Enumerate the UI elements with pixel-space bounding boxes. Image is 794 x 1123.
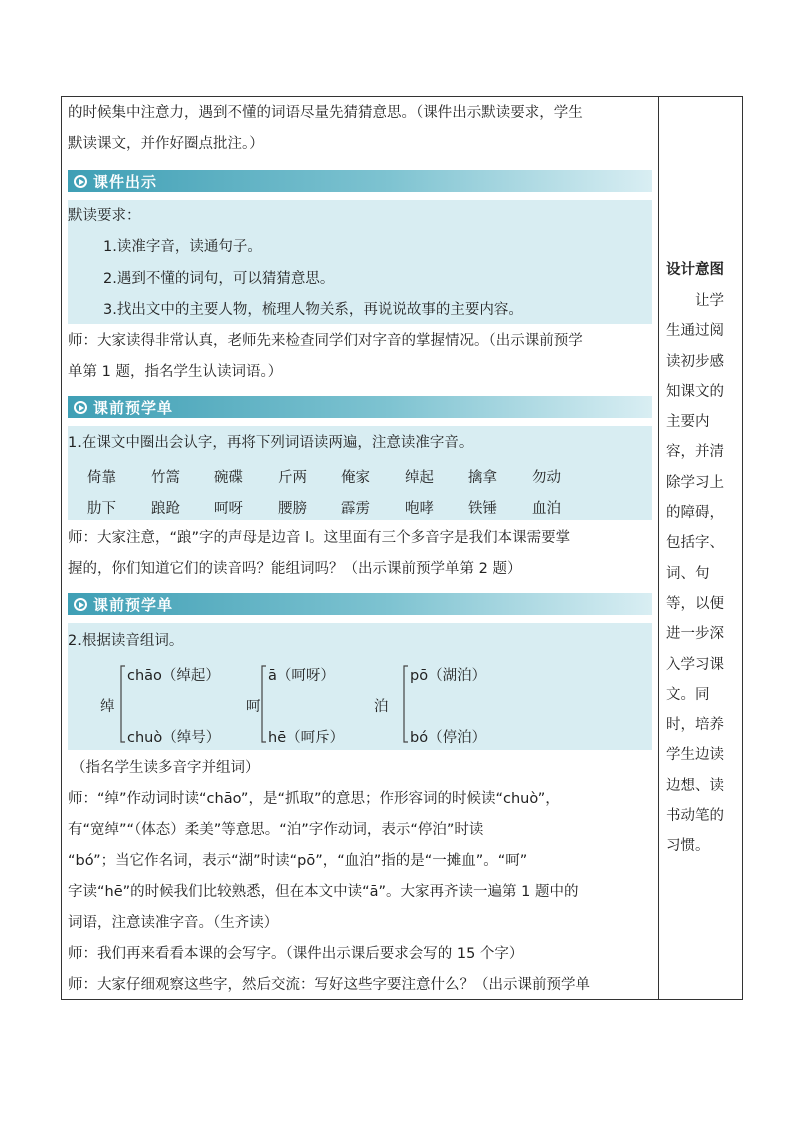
teacher-line: 词语，注意读准字音。（生齐读） bbox=[68, 915, 279, 931]
pronunciation-bottom: hē（呵斥） bbox=[268, 730, 345, 746]
requirement-item: 2.遇到不懂的词句，可以猜猜意思。 bbox=[103, 271, 335, 287]
pronunciation-top: pō（湖泊） bbox=[410, 668, 487, 684]
vocabulary-word: 血泊 bbox=[532, 501, 561, 517]
bracket-shape bbox=[399, 664, 409, 744]
preview-sheet-header-label: 课前预学单 bbox=[93, 398, 174, 417]
pronunciation-bottom: bó（停泊） bbox=[410, 730, 487, 746]
vocabulary-word: 咆哮 bbox=[405, 501, 434, 517]
courseware-header bbox=[68, 170, 652, 192]
polyphone-instruction: 2.根据读音组词。 bbox=[68, 633, 184, 649]
vocabulary-word: 霹雳 bbox=[341, 501, 370, 517]
pronunciation-top: chāo（绰起） bbox=[127, 668, 220, 684]
teacher-line: 师：大家仔细观察这些字，然后交流：写好这些字要注意什么？（出示课前预学单 bbox=[68, 977, 590, 993]
teacher-line: 有“宽绰”“（体态）柔美”等意思。“泊”字作动词，表示“停泊”时读 bbox=[68, 822, 484, 838]
vocabulary-word: 俺家 bbox=[341, 470, 370, 486]
vocabulary-word: 腰膀 bbox=[278, 501, 307, 517]
vocabulary-word: 竹篙 bbox=[151, 470, 180, 486]
vocabulary-word: 绰起 bbox=[405, 470, 434, 486]
vocabulary-word: 碗碟 bbox=[214, 470, 243, 486]
preview-sheet-header-label: 课前预学单 bbox=[93, 595, 174, 614]
teacher-line: 师：“绰”作动词时读“chāo”，是“抓取”的意思；作形容词的时候读“chuò”， bbox=[68, 791, 560, 807]
vocabulary-word: 斤两 bbox=[278, 470, 307, 486]
intro-line-2: 默读课文，并作好圈点批注。） bbox=[68, 136, 264, 152]
vocabulary-word: 铁锤 bbox=[468, 501, 497, 517]
polyphone-char: 绰 bbox=[100, 699, 115, 715]
note-line: （指名学生读多音字并组词） bbox=[71, 760, 260, 776]
vocabulary-word: 勿动 bbox=[532, 470, 561, 486]
design-intent-body: 让学生通过阅读初步感知课文的主要内容，并清除学习上的障碍，包括字、词、句等，以便进一步深入学习课文。同时，培养学生边读边想、读书动笔的习惯。 bbox=[666, 293, 724, 855]
teacher-line: 握的，你们知道它们的读音吗？能组词吗？（出示课前预学单第 2 题） bbox=[68, 561, 522, 577]
requirement-item: 1.读准字音，读通句子。 bbox=[103, 239, 262, 255]
preview-sheet-header-2 bbox=[68, 593, 652, 615]
vocabulary-word: 踉跄 bbox=[151, 501, 180, 517]
polyphone-char: 泊 bbox=[374, 699, 389, 715]
requirement-item: 3.找出文中的主要人物，梳理人物关系，再说说故事的主要内容。 bbox=[103, 302, 523, 318]
play-icon bbox=[74, 401, 87, 414]
pronunciation-top: ā（呵呀） bbox=[268, 668, 335, 684]
vocabulary-word: 肋下 bbox=[87, 501, 116, 517]
design-intent-title: 设计意图 bbox=[666, 262, 724, 278]
courseware-header-label: 课件出示 bbox=[93, 172, 158, 191]
play-icon bbox=[74, 598, 87, 611]
requirements-title: 默读要求： bbox=[68, 208, 141, 224]
preview-sheet-header bbox=[68, 396, 652, 418]
teacher-line: 师：我们再来看看本课的会写字。（课件出示课后要求会写的 15 个字） bbox=[68, 946, 524, 962]
teacher-line: “bó”；当它作名词，表示“湖”时读“pō”，“血泊”指的是“一摊血”。“呵” bbox=[68, 853, 528, 869]
vocabulary-word: 倚靠 bbox=[87, 470, 116, 486]
teacher-line: 单第 1 题，指名学生认读词语。） bbox=[68, 364, 283, 380]
teacher-line: 师：大家读得非常认真，老师先来检查同学们对字音的掌握情况。（出示课前预学 bbox=[68, 333, 583, 349]
column-divider bbox=[658, 96, 659, 1000]
vocabulary-instruction: 1.在课文中圈出会认字，再将下列词语读两遍，注意读准字音。 bbox=[68, 435, 474, 451]
pronunciation-bottom: chuò（绰号） bbox=[127, 730, 221, 746]
polyphone-char: 呵 bbox=[246, 699, 261, 715]
vocabulary-word: 擒拿 bbox=[468, 470, 497, 486]
bracket-shape bbox=[116, 664, 126, 744]
intro-line-1: 的时候集中注意力，遇到不懂的词语尽量先猜猜意思。（课件出示默读要求，学生 bbox=[68, 105, 583, 121]
teacher-line: 字读“hē”的时候我们比较熟悉，但在本文中读“ā”。大家再齐读一遍第 1 题中的 bbox=[68, 884, 579, 900]
play-icon bbox=[74, 175, 87, 188]
teacher-line: 师：大家注意，“踉”字的声母是边音 l。这里面有三个多音字是我们本课需要掌 bbox=[68, 530, 571, 546]
vocabulary-word: 呵呀 bbox=[214, 501, 243, 517]
